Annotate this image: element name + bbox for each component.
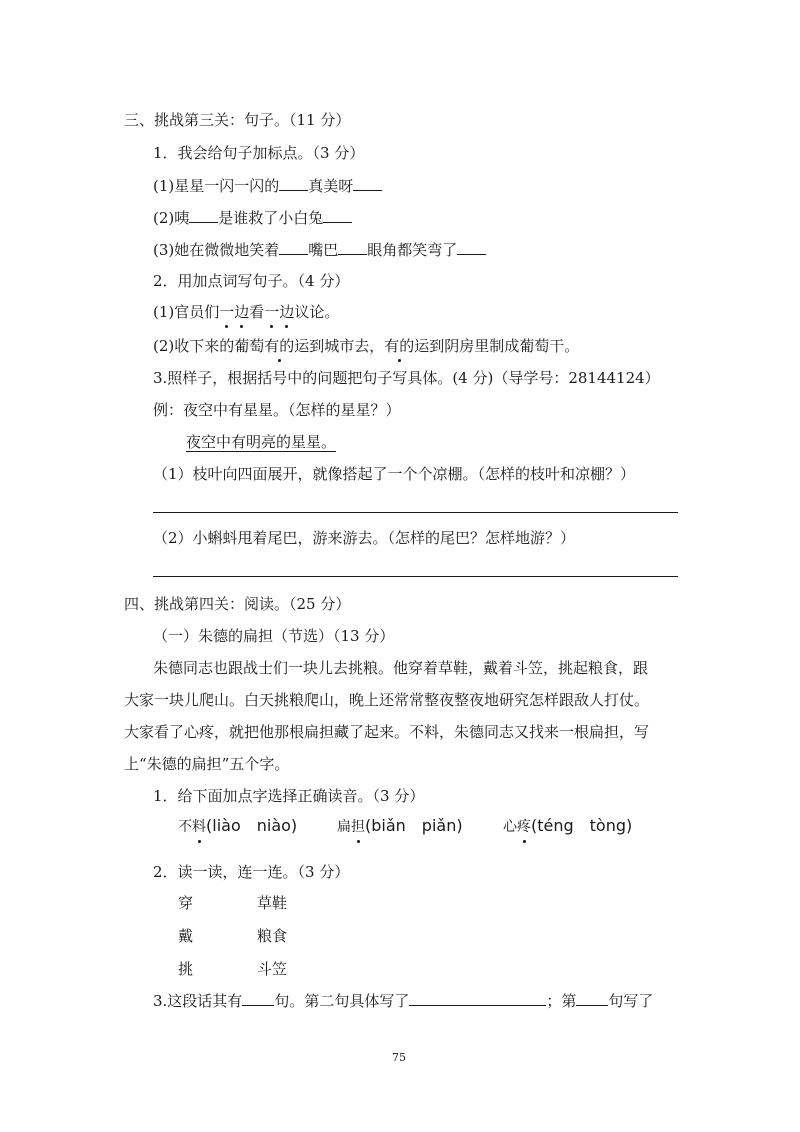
- passage-line: 上“朱德的扁担”五个字。: [124, 755, 290, 773]
- q3-3-item-2: （2）小蝌蚪甩着尾巴，游来游去。（怎样的尾巴？怎样地游？）: [153, 529, 576, 547]
- dotted-char: 担: [351, 819, 365, 835]
- dotted-char: 一: [264, 303, 280, 321]
- q4-1-title: 1．给下面加点字选择正确读音。（3 分）: [153, 787, 425, 805]
- punctuation-blank[interactable]: [457, 239, 486, 255]
- answer-line[interactable]: [153, 576, 678, 577]
- q3-2-sentence-1: (1)官员们一边看一边议论。: [153, 303, 340, 321]
- q3-3-item-1: （1）枝叶向四面展开，就像搭起了一个个凉棚。（怎样的枝叶和凉棚？）: [153, 465, 636, 483]
- passage-title: （一）朱德的扁担（节选）（13 分）: [153, 627, 395, 645]
- match-left-item[interactable]: 挑: [178, 960, 194, 978]
- dotted-char: 边: [234, 303, 250, 321]
- pinyin-choice-3: 心疼(téng tòng): [503, 816, 633, 835]
- dotted-word: 有的: [264, 337, 295, 355]
- answer-line[interactable]: [153, 512, 678, 513]
- passage-line: 朱德同志也跟战士们一块儿去挑粮。他穿着草鞋，戴着斗笠，挑起粮食，跟: [153, 659, 649, 677]
- section4-title: 四、挑战第四关：阅读。（25 分）: [124, 595, 351, 613]
- answer-blank[interactable]: [242, 990, 274, 1006]
- dotted-char: 一: [219, 303, 235, 321]
- punctuation-blank[interactable]: [279, 239, 308, 255]
- page-number: 75: [392, 1051, 406, 1064]
- q4-3-line: 3.这段话其有 句。第二句具体写了 ；第 句写了: [153, 992, 654, 1010]
- dotted-word: 有的: [384, 337, 415, 355]
- match-right-item[interactable]: 粮食: [257, 927, 288, 945]
- q4-2-title: 2．读一读，连一连。（3 分）: [153, 863, 350, 881]
- answer-blank[interactable]: [576, 990, 608, 1006]
- q3-1-sentence-3: (3)她在微微地笑着 嘴巴 眼角都笑弯了: [153, 239, 486, 260]
- punctuation-blank[interactable]: [353, 175, 382, 191]
- match-right-item[interactable]: 草鞋: [257, 894, 288, 912]
- match-left-item[interactable]: 戴: [178, 927, 194, 945]
- q3-2-title: 2．用加点词写句子。（4 分）: [153, 272, 350, 290]
- match-left-item[interactable]: 穿: [178, 894, 194, 912]
- punctuation-blank[interactable]: [279, 175, 308, 191]
- pinyin-choice-1: 不料(liào niào): [178, 816, 298, 835]
- q3-2-sentence-2: (2)收下来的葡萄有的运到城市去，有的运到阴房里制成葡萄干。: [153, 337, 580, 355]
- punctuation-blank[interactable]: [323, 207, 352, 223]
- match-right-item[interactable]: 斗笠: [257, 960, 288, 978]
- q3-1-title: 1．我会给句子加标点。（3 分）: [153, 144, 365, 162]
- passage-line: 大家看了心疼，就把他那根扁担藏了起来。不料，朱德同志又找来一根扁担，写: [124, 723, 650, 741]
- pinyin-choice-2: 扁担(biǎn piǎn): [337, 816, 463, 835]
- q3-3-title: 3.照样子，根据括号中的问题把句子写具体。(4 分)（导学号：28144124）: [153, 369, 660, 387]
- dotted-char: 疼: [517, 819, 531, 835]
- punctuation-blank[interactable]: [338, 239, 367, 255]
- q3-1-sentence-1: (1)星星一闪一闪的 真美呀: [153, 175, 382, 196]
- dotted-char: 料: [192, 819, 206, 835]
- q3-3-example-answer: 夜空中有明亮的星星。: [186, 433, 337, 451]
- answer-blank[interactable]: [409, 990, 546, 1006]
- passage-line: 大家一块儿爬山。白天挑粮爬山，晚上还常常整夜整夜地研究怎样跟敌人打仗。: [124, 691, 650, 709]
- punctuation-blank[interactable]: [189, 207, 218, 223]
- q3-3-example: 例：夜空中有星星。（怎样的星星？）: [153, 401, 401, 419]
- section3-title: 三、挑战第三关：句子。（11 分）: [124, 111, 351, 129]
- q3-1-sentence-2: (2)咦 是谁救了小白兔: [153, 207, 352, 228]
- dotted-char: 边: [279, 303, 295, 321]
